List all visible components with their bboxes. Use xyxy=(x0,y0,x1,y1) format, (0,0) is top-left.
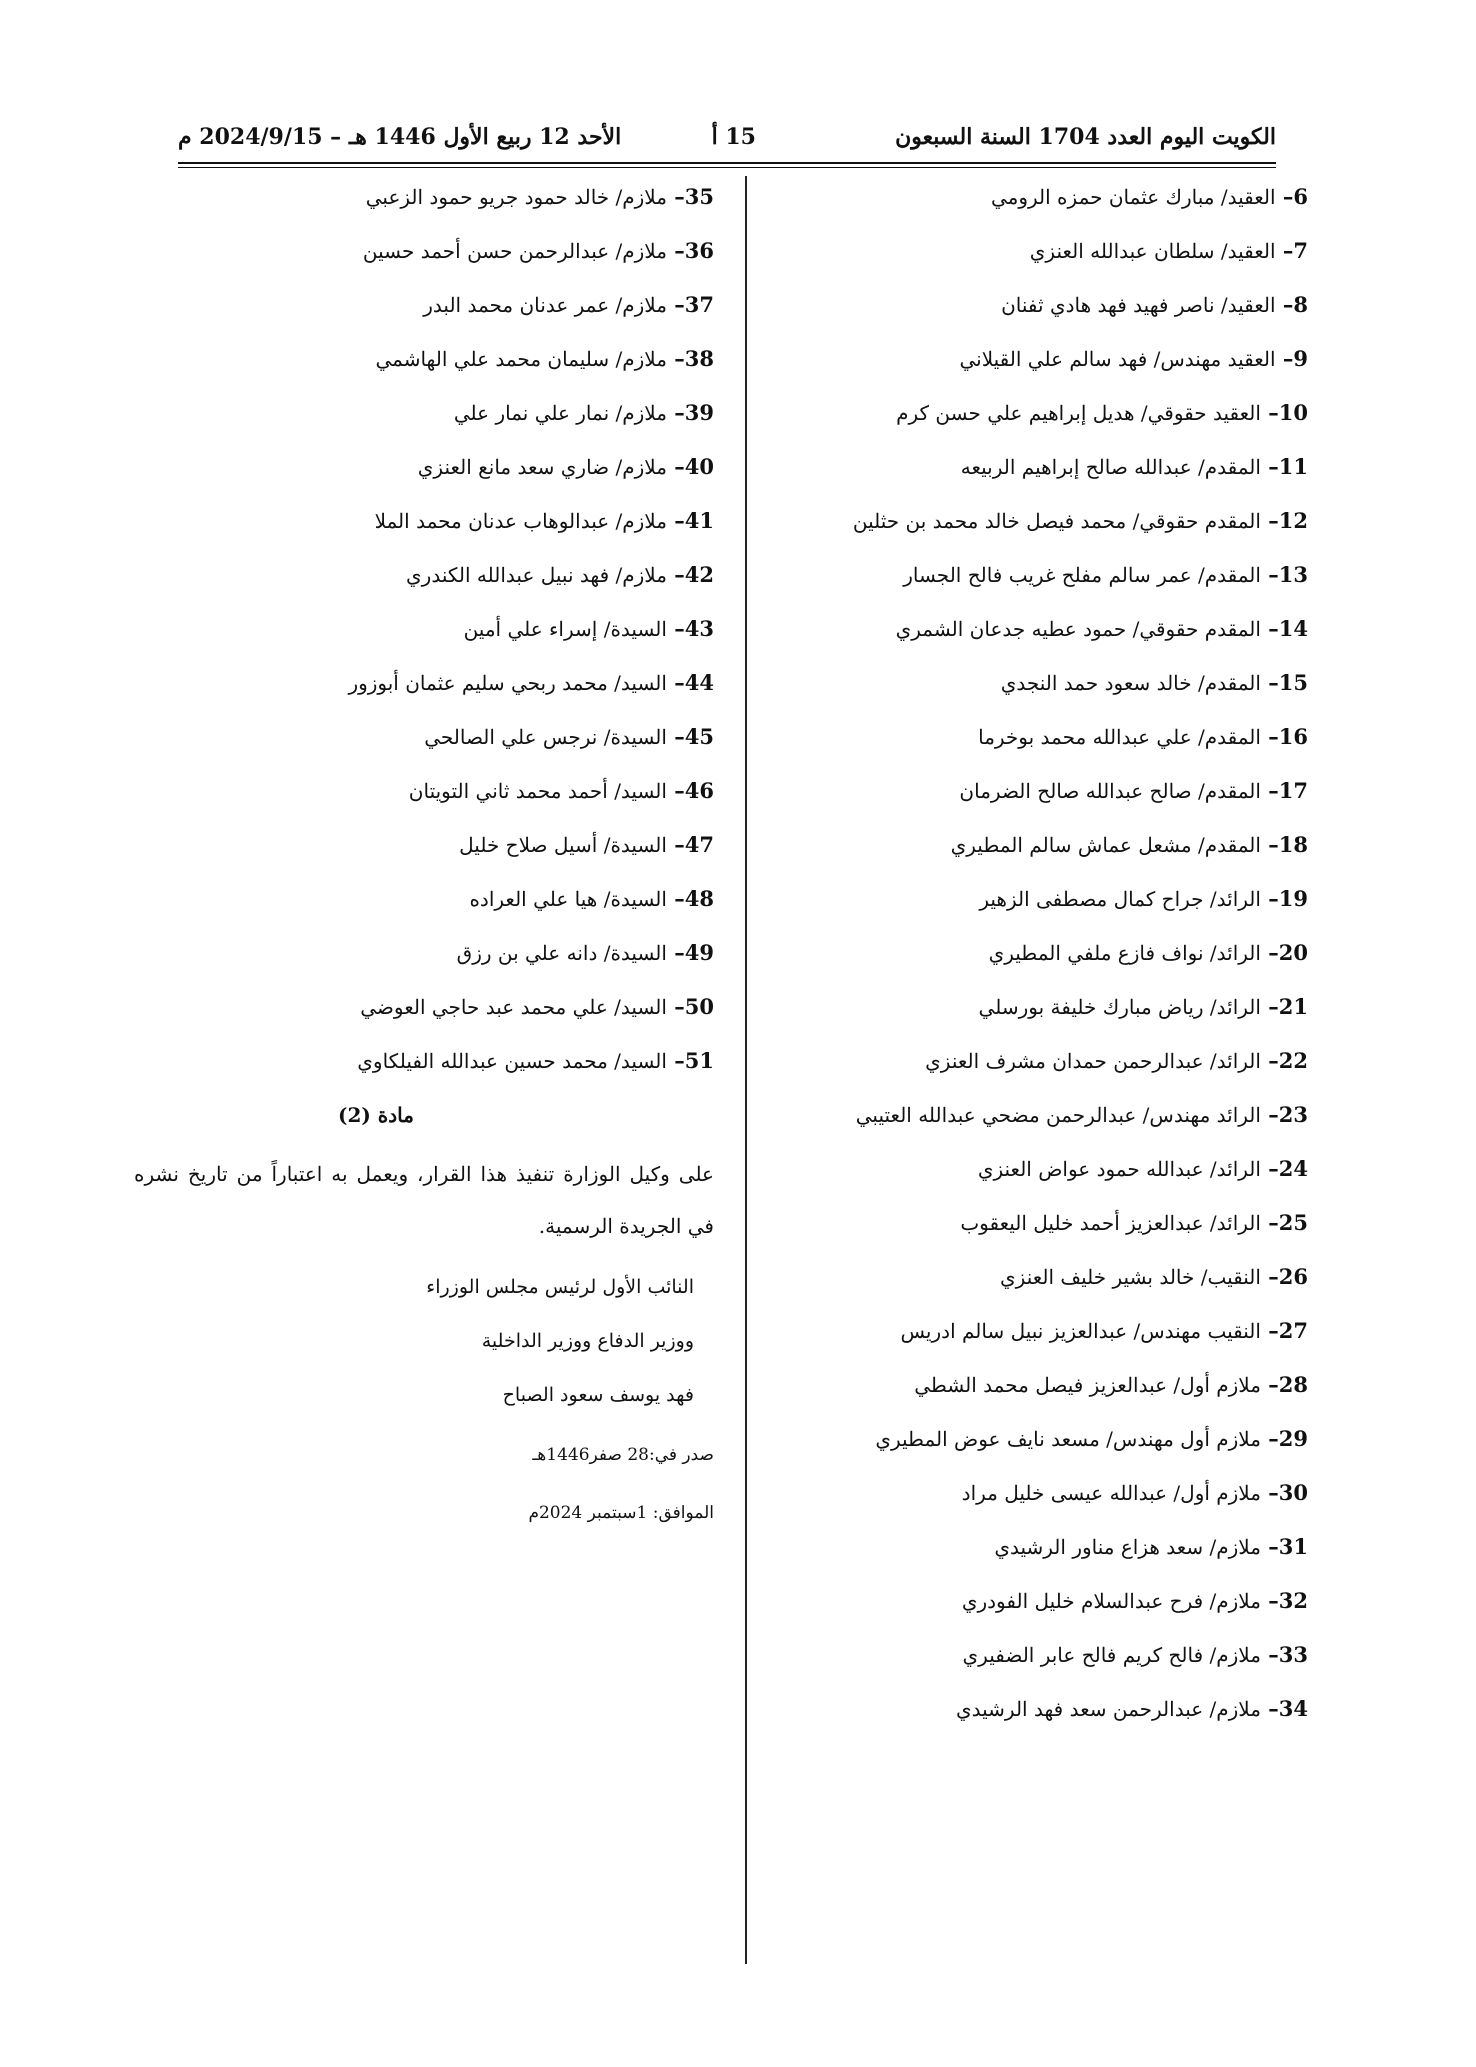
item-name: ملازم/ عمر عدنان محمد البدر xyxy=(423,293,667,317)
item-number: 32 xyxy=(1278,1588,1308,1613)
item-number: 15 xyxy=(1278,670,1308,695)
item-number: 51 xyxy=(684,1048,714,1073)
list-item xyxy=(748,1476,1308,1530)
signature-title: النائب الأول لرئيس مجلس الوزراء xyxy=(426,1276,694,1298)
item-dash: – xyxy=(666,670,685,695)
list-item xyxy=(748,288,1308,342)
list-item xyxy=(134,666,714,720)
item-dash: – xyxy=(1260,1048,1279,1073)
item-dash: – xyxy=(1260,1534,1279,1559)
item-name: السيد/ محمد حسين عبدالله الفيلكاوي xyxy=(357,1049,667,1073)
item-name: ملازم أول/ عبدالله عيسى خليل مراد xyxy=(961,1481,1261,1505)
item-dash: – xyxy=(666,238,685,263)
item-number: 29 xyxy=(1278,1426,1308,1451)
item-name: العقيد حقوقي/ هديل إبراهيم علي حسن كرم xyxy=(896,401,1261,425)
item-dash: – xyxy=(1260,454,1279,479)
item-number: 30 xyxy=(1278,1480,1308,1505)
item-dash: – xyxy=(1260,1264,1279,1289)
list-item xyxy=(748,1638,1308,1692)
left-column xyxy=(134,180,714,1556)
item-name: السيدة/ أسيل صلاح خليل xyxy=(459,833,667,857)
item-name: الرائد/ عبدالرحمن حمدان مشرف العنزي xyxy=(925,1049,1261,1073)
item-name: العقيد/ ناصر فهيد فهد هادي ثفنان xyxy=(1001,293,1276,317)
item-name: الرائد/ رياض مبارك خليفة بورسلي xyxy=(978,995,1261,1019)
list-item xyxy=(748,1530,1308,1584)
item-name: السيد/ أحمد محمد ثاني التويتان xyxy=(408,779,667,803)
header-page-number: 15 أ xyxy=(711,124,756,150)
header-issue-info: الكويت اليوم العدد 1704 السنة السبعون xyxy=(895,124,1276,150)
list-item xyxy=(134,990,714,1044)
item-name: الرائد/ جراح كمال مصطفى الزهير xyxy=(979,887,1261,911)
list-item xyxy=(134,882,714,936)
header-rule xyxy=(178,162,1276,168)
item-number: 37 xyxy=(684,292,714,317)
item-dash: – xyxy=(666,886,685,911)
list-item xyxy=(748,1044,1308,1098)
list-item xyxy=(748,990,1308,1044)
item-number: 31 xyxy=(1278,1534,1308,1559)
item-name: ملازم/ فالح كريم فالح عابر الضفيري xyxy=(962,1643,1261,1667)
item-dash: – xyxy=(666,400,685,425)
item-name: المقدم/ علي عبدالله محمد بوخرما xyxy=(978,725,1261,749)
item-name: الرائد/ عبدالله حمود عواض العنزي xyxy=(977,1157,1261,1181)
item-number: 24 xyxy=(1278,1156,1308,1181)
list-item xyxy=(134,234,714,288)
item-number: 48 xyxy=(684,886,714,911)
list-item xyxy=(748,1314,1308,1368)
item-name: ملازم/ عبدالرحمن سعد فهد الرشيدي xyxy=(955,1697,1261,1721)
item-number: 14 xyxy=(1278,616,1308,641)
item-name: الرائد مهندس/ عبدالرحمن مضحي عبدالله العتيبي xyxy=(855,1103,1261,1127)
list-item xyxy=(748,180,1308,234)
item-name: السيدة/ نرجس علي الصالحي xyxy=(424,725,667,749)
item-number: 7 xyxy=(1293,238,1308,263)
item-number: 21 xyxy=(1278,994,1308,1019)
item-name: المقدم/ خالد سعود حمد النجدي xyxy=(1000,671,1261,695)
item-dash: – xyxy=(666,778,685,803)
item-name: المقدم/ صالح عبدالله صالح الضرمان xyxy=(959,779,1261,803)
article-heading: مادة (2) xyxy=(337,1103,414,1127)
item-name: ملازم/ ضاري سعد مانع العنزي xyxy=(417,455,667,479)
list-item xyxy=(134,450,714,504)
list-item xyxy=(748,234,1308,288)
item-dash: – xyxy=(1260,1318,1279,1343)
item-dash: – xyxy=(666,454,685,479)
item-dash: – xyxy=(1260,1156,1279,1181)
item-number: 44 xyxy=(684,670,714,695)
item-name: المقدم/ مشعل عماش سالم المطيري xyxy=(950,833,1261,857)
item-number: 26 xyxy=(1278,1264,1308,1289)
list-item xyxy=(748,1584,1308,1638)
item-dash: – xyxy=(666,616,685,641)
signature-name: فهد يوسف سعود الصباح xyxy=(502,1384,694,1406)
item-dash: – xyxy=(666,292,685,317)
list-item xyxy=(748,936,1308,990)
item-dash: – xyxy=(666,562,685,587)
list-item xyxy=(748,504,1308,558)
item-number: 35 xyxy=(684,184,714,209)
item-dash: – xyxy=(1260,1210,1279,1235)
item-dash: – xyxy=(666,184,685,209)
list-item xyxy=(748,774,1308,828)
list-item xyxy=(748,1152,1308,1206)
item-name: السيدة/ دانه علي بن رزق xyxy=(456,941,667,965)
item-dash: – xyxy=(1260,1102,1279,1127)
item-dash: – xyxy=(666,940,685,965)
item-number: 22 xyxy=(1278,1048,1308,1073)
item-dash: – xyxy=(1260,400,1279,425)
list-item xyxy=(748,1368,1308,1422)
item-name: الرائد/ نواف فازع ملفي المطيري xyxy=(988,941,1261,965)
list-item xyxy=(134,936,714,990)
left-column-list xyxy=(134,180,714,1098)
item-dash: – xyxy=(1260,1588,1279,1613)
list-item xyxy=(134,558,714,612)
item-name: العقيد مهندس/ فهد سالم علي القيلاني xyxy=(959,347,1276,371)
list-item xyxy=(748,342,1308,396)
header-date: الأحد 12 ربيع الأول 1446 هـ – 2024/9/15 م xyxy=(178,124,622,150)
item-name: السيد/ علي محمد عبد حاجي العوضي xyxy=(360,995,667,1019)
list-item xyxy=(748,450,1308,504)
item-name: ملازم أول مهندس/ مسعد نايف عوض المطيري xyxy=(875,1427,1261,1451)
signature-ministry: ووزير الدفاع ووزير الداخلية xyxy=(481,1330,694,1352)
item-number: 46 xyxy=(684,778,714,803)
item-name: المقدم حقوقي/ حمود عطيه جدعان الشمري xyxy=(895,617,1261,641)
item-number: 42 xyxy=(684,562,714,587)
item-number: 23 xyxy=(1278,1102,1308,1127)
item-number: 47 xyxy=(684,832,714,857)
item-dash: – xyxy=(666,994,685,1019)
item-name: المقدم حقوقي/ محمد فيصل خالد محمد بن حثلين xyxy=(852,509,1261,533)
item-name: المقدم/ عمر سالم مفلح غريب فالح الجسار xyxy=(903,563,1261,587)
item-name: العقيد/ سلطان عبدالله العنزي xyxy=(1029,239,1276,263)
item-dash: – xyxy=(1260,670,1279,695)
list-item xyxy=(748,828,1308,882)
item-dash: – xyxy=(1260,508,1279,533)
item-dash: – xyxy=(1260,994,1279,1019)
item-number: 38 xyxy=(684,346,714,371)
list-item xyxy=(748,882,1308,936)
item-dash: – xyxy=(666,346,685,371)
item-number: 8 xyxy=(1293,292,1308,317)
item-dash: – xyxy=(1260,778,1279,803)
item-name: ملازم/ فرح عبدالسلام خليل الفودري xyxy=(961,1589,1261,1613)
list-item xyxy=(748,558,1308,612)
item-dash: – xyxy=(1260,724,1279,749)
item-name: المقدم/ عبدالله صالح إبراهيم الربيعه xyxy=(960,455,1261,479)
list-item xyxy=(748,1260,1308,1314)
item-name: السيد/ محمد ربحي سليم عثمان أبوزور xyxy=(348,671,667,695)
item-name: ملازم/ فهد نبيل عبدالله الكندري xyxy=(406,563,667,587)
item-number: 34 xyxy=(1278,1696,1308,1721)
list-item xyxy=(134,774,714,828)
issue-date-block xyxy=(134,1440,714,1556)
list-item xyxy=(748,612,1308,666)
list-item xyxy=(748,1098,1308,1152)
list-item xyxy=(134,342,714,396)
item-dash: – xyxy=(1260,886,1279,911)
item-number: 33 xyxy=(1278,1642,1308,1667)
issued-gregorian: الموافق: 1سبتمبر 2024م xyxy=(528,1503,714,1523)
item-dash: – xyxy=(1275,238,1294,263)
item-number: 50 xyxy=(684,994,714,1019)
item-number: 9 xyxy=(1293,346,1308,371)
item-number: 10 xyxy=(1278,400,1308,425)
list-item xyxy=(134,180,714,234)
item-name: السيدة/ هيا علي العراده xyxy=(469,887,667,911)
item-number: 43 xyxy=(684,616,714,641)
list-item xyxy=(134,396,714,450)
page-header xyxy=(178,124,1276,160)
list-item xyxy=(748,396,1308,450)
item-dash: – xyxy=(666,832,685,857)
item-name: السيدة/ إسراء علي أمين xyxy=(463,617,667,641)
list-item xyxy=(134,720,714,774)
item-dash: – xyxy=(666,724,685,749)
list-item xyxy=(748,1206,1308,1260)
item-number: 41 xyxy=(684,508,714,533)
item-number: 45 xyxy=(684,724,714,749)
item-dash: – xyxy=(1260,940,1279,965)
item-name: ملازم أول/ عبدالعزيز فيصل محمد الشطي xyxy=(914,1373,1261,1397)
issued-hijri: صدر في:28 صفر1446هـ xyxy=(532,1445,714,1465)
item-dash: – xyxy=(1275,346,1294,371)
item-number: 40 xyxy=(684,454,714,479)
item-number: 36 xyxy=(684,238,714,263)
list-item xyxy=(748,1692,1308,1746)
item-dash: – xyxy=(1260,1426,1279,1451)
list-item xyxy=(748,666,1308,720)
item-dash: – xyxy=(666,508,685,533)
item-number: 11 xyxy=(1278,454,1308,479)
item-name: النقيب مهندس/ عبدالعزيز نبيل سالم ادريس xyxy=(900,1319,1261,1343)
item-number: 28 xyxy=(1278,1372,1308,1397)
item-dash: – xyxy=(1260,1642,1279,1667)
item-number: 18 xyxy=(1278,832,1308,857)
item-dash: – xyxy=(1260,562,1279,587)
item-name: ملازم/ خالد حمود جريو حمود الزعبي xyxy=(365,185,667,209)
item-number: 17 xyxy=(1278,778,1308,803)
item-dash: – xyxy=(1260,1372,1279,1397)
item-number: 27 xyxy=(1278,1318,1308,1343)
list-item xyxy=(134,612,714,666)
item-number: 49 xyxy=(684,940,714,965)
right-column xyxy=(748,180,1308,1746)
item-name: الرائد/ عبدالعزيز أحمد خليل اليعقوب xyxy=(960,1211,1261,1235)
item-dash: – xyxy=(1260,616,1279,641)
item-dash: – xyxy=(1275,292,1294,317)
item-number: 19 xyxy=(1278,886,1308,911)
item-name: ملازم/ عبدالرحمن حسن أحمد حسين xyxy=(362,239,667,263)
item-number: 20 xyxy=(1278,940,1308,965)
item-number: 16 xyxy=(1278,724,1308,749)
item-dash: – xyxy=(1275,184,1294,209)
item-dash: – xyxy=(1260,832,1279,857)
item-number: 13 xyxy=(1278,562,1308,587)
item-number: 39 xyxy=(684,400,714,425)
item-number: 25 xyxy=(1278,1210,1308,1235)
item-name: ملازم/ سعد هزاع مناور الرشيدي xyxy=(994,1535,1261,1559)
item-name: النقيب/ خالد بشير خليف العنزي xyxy=(1000,1265,1261,1289)
item-name: العقيد/ مبارك عثمان حمزه الرومي xyxy=(990,185,1276,209)
item-name: ملازم/ نمار علي نمار علي xyxy=(453,401,667,425)
list-item xyxy=(748,1422,1308,1476)
item-dash: – xyxy=(666,1048,685,1073)
list-item xyxy=(134,828,714,882)
item-number: 6 xyxy=(1293,184,1308,209)
list-item xyxy=(134,1044,714,1098)
article-paragraph: على وكيل الوزارة تنفيذ هذا القرار، ويعمل به اعتباراً من تاريخ نشره في الجريدة الرسمية. xyxy=(134,1162,714,1238)
list-item xyxy=(134,504,714,558)
item-name: ملازم/ عبدالوهاب عدنان محمد الملا xyxy=(374,509,667,533)
item-number: 12 xyxy=(1278,508,1308,533)
list-item xyxy=(134,288,714,342)
column-divider xyxy=(745,176,747,1964)
item-dash: – xyxy=(1260,1480,1279,1505)
item-dash: – xyxy=(1260,1696,1279,1721)
item-name: ملازم/ سليمان محمد علي الهاشمي xyxy=(375,347,667,371)
list-item xyxy=(748,720,1308,774)
signature-block xyxy=(134,1260,694,1422)
